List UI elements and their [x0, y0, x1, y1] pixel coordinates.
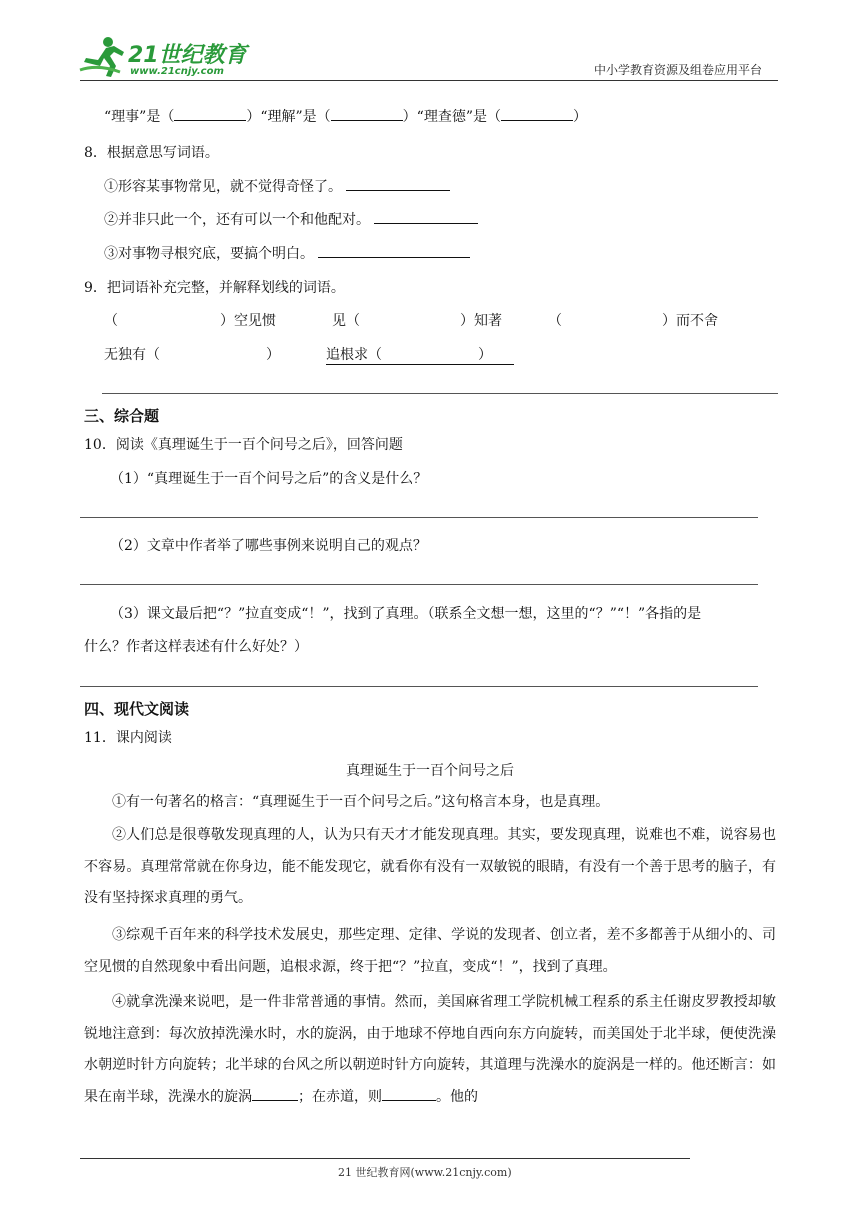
q9-word-2-open: 见（	[332, 313, 360, 329]
passage-paragraph-4: ④就拿洗澡来说吧，是一件非常普通的事情。然而，美国麻省理工学院机械工程系的系主任谢皮罗教授却敏锐地注意到：每次放掉洗澡水时，水的旋涡，由于地球不停地自西向东方向旋转，而美国处于北半球，便使洗澡水朝逆时针方向旋转；北半球的台风之所以朝逆时针方向旋转，其道理与洗澡水的旋涡是一样的。他还断言：如果在南半球，洗澡水的旋涡 ；在赤道，则 。他的	[84, 994, 776, 1105]
q9-word-5-underlined: 追根求（ ）	[326, 344, 514, 365]
answer-blank[interactable]	[382, 1086, 436, 1101]
answer-blank[interactable]	[331, 106, 403, 121]
logo-sub-text: www.21cnjy.com	[130, 66, 224, 77]
answer-blank[interactable]	[374, 209, 478, 224]
q9-word-1-close: ）空见惯	[220, 313, 276, 329]
section-4-heading: 四、现代文阅读	[84, 700, 190, 718]
footer-rule	[80, 1158, 690, 1159]
header-rule	[80, 80, 778, 81]
footer-text: 21 世纪教育网(www.21cnjy.com)	[338, 1166, 512, 1179]
q10-sub-2: （2）文章中作者举了哪些事例来说明自己的观点？	[110, 538, 427, 554]
passage-paragraph-1: ①有一句著名的格言：“真理诞生于一百个问号之后。”这句格言本身，也是真理。	[112, 794, 610, 810]
passage-paragraph-2: ②人们总是很尊敬发现真理的人，认为只有天才才能发现真理。其实，要发现真理，说难也不难，说容易也不容易。真理常常就在你身边，能不能发现它，就看你有没有一双敏锐的眼睛，有没有一个善于思考的脑子，有没有坚持探求真理的勇气。	[84, 827, 776, 906]
q10-title: 10．阅读《真理诞生于一百个问号之后》，回答问题	[84, 437, 403, 453]
runner-logo-icon	[78, 36, 128, 78]
q9-word-3-close: ）而不舍	[662, 313, 718, 329]
q9-word-4-close: ）	[266, 347, 280, 363]
answer-blank[interactable]	[318, 243, 470, 258]
q9-word-4-open: 无独有（	[104, 347, 160, 363]
answer-line[interactable]	[102, 393, 778, 394]
q10-sub-3-line-1: （3）课文最后把“？”拉直变成“！”，找到了真理。（联系全文想一想，这里的“？”“！”各指的是	[110, 606, 702, 622]
q8-item-2: ②并非只此一个，还有可以一个和他配对。	[104, 209, 478, 229]
q8-item-3: ③对事物寻根究底，要搞个明白。	[104, 243, 470, 263]
q8-title: 8．根据意思写词语。	[84, 145, 219, 161]
q11-title: 11．课内阅读	[84, 730, 172, 746]
answer-line[interactable]	[80, 517, 758, 518]
q9-word-3-open: （	[548, 313, 562, 329]
logo-main-text: 21世纪教育	[128, 43, 247, 68]
answer-blank[interactable]	[174, 106, 246, 121]
q9-word-2-close: ）知著	[460, 313, 502, 329]
answer-line[interactable]	[80, 584, 758, 585]
q8-item-1: ①形容某事物常见，就不觉得奇怪了。	[104, 176, 450, 196]
q9-word-1-open: （	[104, 313, 118, 329]
answer-blank[interactable]	[346, 176, 450, 191]
answer-blank[interactable]	[501, 106, 573, 121]
platform-label: 中小学教育资源及组卷应用平台	[594, 63, 763, 77]
q7-tail-line: “理事”是（ ）“理解”是（ ）“理查德”是（ ）	[104, 106, 587, 126]
logo	[78, 34, 246, 80]
section-3-heading: 三、综合题	[84, 407, 160, 425]
answer-line[interactable]	[80, 686, 758, 687]
q10-sub-1: （1）“真理诞生于一百个问号之后”的含义是什么？	[110, 471, 428, 487]
passage-paragraph-3: ③综观千百年来的科学技术发展史，那些定理、定律、学说的发现者、创立者，差不多都善于从细小的、司空见惯的自然现象中看出问题，追根求源，终于把“？”拉直，变成“！”，找到了真理。	[84, 927, 776, 975]
q10-sub-3-line-2: 什么？作者这样表述有什么好处？）	[84, 639, 308, 655]
passage-title: 真理诞生于一百个问号之后	[346, 763, 514, 779]
q9-title: 9．把词语补充完整，并解释划线的词语。	[84, 280, 345, 296]
answer-blank[interactable]	[252, 1086, 298, 1101]
